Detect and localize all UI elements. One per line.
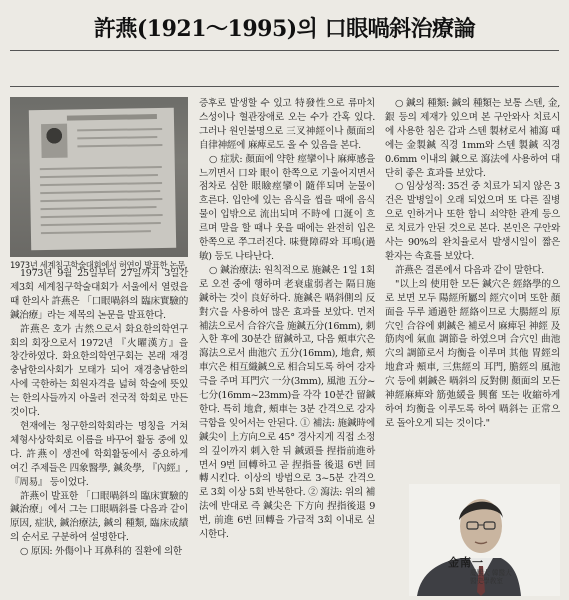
paragraph: ○ 症狀: 顏面에 약한 痙攣이나 麻痺感을 느끼면서 口와 眼이 한쪽으로 기울어지면서 점차로 심한 眼瞼痙攣이 隨伴되며 눈물이 흐른다. 입안에 있는 음식을 씹을 때에 음식물이 입밖으로 流出되며 不時에 口涎이 흐르며 말을 할 때나 웃을 때에는 완전히 입은 한쪽으로 쭈그러진다. 味覺障碍와 耳鳴(過敏) 등도 나타난다. <box>199 153 375 262</box>
author-affiliation: 慶熙大 韓醫大 醫史學敎室 <box>470 569 512 585</box>
paragraph: ○ 鍼治療法: 원칙적으로 施鍼은 1일 1회로 오전 중에 행하며 老衰虛弱者는 隔日施鍼하는 것이 良好하다. 施鍼은 喎斜側의 反對穴을 사용하여 많은 효과를 보았다. 먼저 補法으로서 合谷穴을 施鍼五分(16mm), 刺入한 후에 30분간 留鍼하고, 다음 頰車穴은 瀉法으로서 曲池穴 五分(16mm), 地倉, 頰車穴은 相互織鍼으로 相合되도록 하여 강자극을 주며 耳門穴 一分(3mm), 風池 五分~七分(16mm~23mm)을 각각 10분간 留鍼한다. 특히 地倉, 頰車는 3분 간격으로 강자극함을 잊어서는 안된다. ① 補法: 施鍼時에 鍼尖이 上方向으로 45° 경사지게 직접 소정의 깊이까지 刺入한 뒤 鍼頭를 捏指前進하면서 9번 回轉하고 곧 捏指를 後退 6번 回轉시킨다. 이상의 방법으로 3~5분 간격으로 3회 이상 5회 반복한다. ② 瀉法: 위의 補法에 반대로 즉 鍼尖은 下方向 捏指後退 9번, 前進 6번 回轉을 가급적 3회 이내로 실시한다. <box>199 264 375 541</box>
paragraph: 許燕은 호가 古然으로서 화요한의학연구회의 회장으로서 1972년 『火曜漢方』을 창간하였다. 화요한의학연구회는 본래 재경충남한의사회가 모태가 되어 재경충남한의사에 국한하는 회원자격을 넓혀 학술에 뜻있는 한의사들까지 아울러 전국적 학회로 만든 것이다. <box>10 323 188 419</box>
paragraph: "以上의 使用한 모든 鍼穴은 經絡學的으로 보면 모두 陽經所屬의 經穴이며 또한 顏面을 두루 通過한 經絡이므로 大腸經의 原穴인 合谷에 刺鍼은 補로서 麻痺된 神經 及 筋肉에 氣血 調節을 하였으며 合穴인 曲池穴의 調節로서 均衡을 이루며 其他 胃經의 地倉과 頰車, 三焦經의 耳門, 膽經의 風池穴 등에 刺鍼은 喎斜의 反對側 顏面의 모든 神經麻痺와 筋弛緩을 興奮 또는 收縮하게 하여 均衡을 이루도록 하여 喎斜는 正常으로 돌아오게 되는 것이다." <box>385 278 560 429</box>
column-3 <box>385 97 560 431</box>
paragraph: 1973년 9월 25일부터 27일까지 3일간 제3회 세계침구학술대회가 서울에서 열렸을 때 한의사 許燕은 「口眼喎斜의 臨床實驗的 鍼治療」라는 제목의 논문을 발표한다. <box>10 268 188 321</box>
paragraph: 현재에는 청구한의학회라는 명칭을 거쳐 체형사상학회로 이름을 바꾸어 활동 중에 있다. 許燕이 생전에 학회활동에서 중요하게 여긴 주제들은 四象醫學, 鍼灸學, 『內經』, 『周易』 등이었다. <box>10 420 188 488</box>
paragraph: ○ 鍼의 種類: 鍼의 種類는 보통 스텐, 金, 銀 등의 제재가 있으며 본 구안와사 치료시에 사용한 침은 갑과 스텐 製材로서 補瀉 때에는 金製鍼 직경 1mm와 스텐 製鍼 직경 0.6mm 이내의 鍼으로 瀉法에 사용하여 대단히 좋은 효과를 보았다. <box>385 98 560 179</box>
article-title: 許燕(1921～1995)의 口眼喎斜治療論 <box>93 16 476 42</box>
photo-caption: 1973년 세계침구학술대회에서 허연이 발표한 논문. <box>10 260 188 270</box>
title-rule-bottom <box>10 86 559 87</box>
paragraph: 증후로 발생할 수 있고 特發性으로 류마치스성이나 혈관장애로 오는 수가 간혹 있다. 그러나 원인불명으로 三叉神經이나 顏面의 自律神經에 麻痺로도 올 수 있음을 본다. <box>199 98 375 151</box>
paragraph: ○ 原因: 外傷이나 耳鼻科的 질환에 의한 <box>20 546 182 558</box>
paragraph: 許燕은 결론에서 다음과 같이 말한다. <box>395 264 544 276</box>
author-portrait-thumbnail <box>41 124 68 158</box>
conference-paper-photo <box>10 97 188 257</box>
title-rule-top <box>10 50 559 51</box>
author-name: 金南一 <box>448 556 484 569</box>
paragraph: ○ 임상성적: 35건 중 치료가 되지 않은 3건은 발병일이 오래 되었으며 또 다른 질병으로 인하거나 또한 합니 쇠약한 관계 등으로 치료가 안된 것으로 본다. 본인은 구안와사는 90%의 완치율로서 발생시일이 짧은 환자는 속효를 보았다. <box>385 181 560 262</box>
paragraph: 許燕이 발표한 「口眼喎斜의 臨床實驗的 鍼治療」에서 그는 口眼喎斜를 다음과 같이 原因, 症狀, 鍼治療法, 鍼의 種類, 臨床成績의 순서로 구분하여 설명한다. <box>10 490 188 544</box>
column-2 <box>199 97 375 542</box>
